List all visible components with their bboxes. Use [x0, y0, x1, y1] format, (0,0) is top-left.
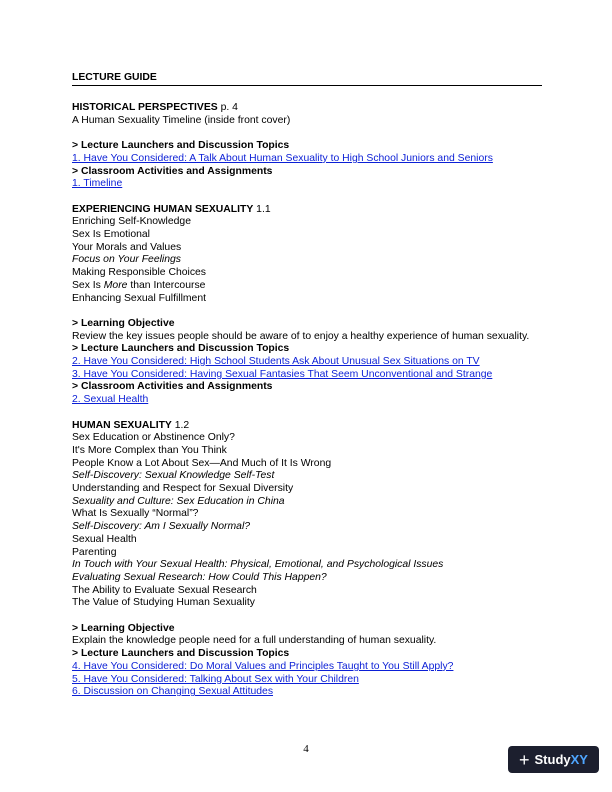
launcher-link-1[interactable]: 1. Have You Considered: A Talk About Human Sexuality to High School Juniors and Seniors: [72, 152, 493, 164]
studyxy-badge[interactable]: [508, 746, 599, 773]
objective-label: > Learning Objective: [72, 317, 175, 329]
activities-label: > Classroom Activities and Assignments: [72, 165, 273, 177]
topic-item: People Know a Lot About Sex—And Much of It Is Wrong: [72, 457, 332, 469]
badge-study-text: Study: [534, 752, 571, 767]
topic-item: The Value of Studying Human Sexuality: [72, 597, 255, 609]
learning-objective: Review the key issues people should be aware of to enjoy a healthy experience of human sexuality.: [72, 330, 530, 342]
topic-item-feature: In Touch with Your Sexual Health: Physical, Emotional, and Psychological Issues: [72, 559, 444, 571]
section-heading-human: HUMAN SEXUALITY 1.2: [72, 419, 190, 431]
page-number: 4: [303, 743, 309, 755]
topic-item-feature: Self-Discovery: Sexual Knowledge Self-Test: [72, 470, 275, 482]
page-title: LECTURE GUIDE: [72, 71, 542, 86]
topic-item: What Is Sexually “Normal”?: [72, 508, 199, 520]
topic-item: Making Responsible Choices: [72, 267, 206, 279]
topic-item: Enriching Self-Knowledge: [72, 216, 191, 228]
topic-item: Understanding and Respect for Sexual Diversity: [72, 483, 294, 495]
activity-link-1[interactable]: 1. Timeline: [72, 178, 123, 190]
launchers-label: > Lecture Launchers and Discussion Topics: [72, 140, 290, 152]
plus-icon: +: [519, 749, 530, 770]
topic-item: The Ability to Evaluate Sexual Research: [72, 584, 257, 596]
topic-item-feature: Evaluating Sexual Research: How Could This Happen?: [72, 571, 327, 583]
launcher-link-6[interactable]: 6. Discussion on Changing Sexual Attitudes: [72, 686, 274, 698]
topic-item: Sex Is Emotional: [72, 229, 150, 240]
section-heading-experiencing: EXPERIENCING HUMAN SEXUALITY 1.1: [72, 203, 271, 215]
topic-item: A Human Sexuality Timeline (inside front cover): [72, 114, 291, 126]
topic-item-feature: Sexuality and Culture: Sex Education in China: [72, 495, 285, 507]
topic-item: Sex Is More than Intercourse: [72, 279, 206, 291]
topic-item: Sex Education or Abstinence Only?: [72, 432, 235, 444]
topic-item: Your Morals and Values: [72, 241, 182, 253]
launcher-link-5[interactable]: 5. Have You Considered: Talking About Sex with Your Children: [72, 673, 359, 685]
badge-xy-text: XY: [570, 752, 588, 767]
topic-item-feature: Focus on Your Feelings: [72, 254, 181, 266]
launcher-link-3[interactable]: 3. Have You Considered: Having Sexual Fantasies That Seem Unconventional and Strange: [72, 368, 493, 380]
activity-link-2[interactable]: 2. Sexual Health: [72, 394, 149, 406]
launcher-link-2[interactable]: 2. Have You Considered: High School Students Ask About Unusual Sex Situations on TV: [72, 356, 480, 368]
topic-item: Enhancing Sexual Fulfillment: [72, 292, 206, 304]
launchers-label: > Lecture Launchers and Discussion Topics: [72, 648, 290, 660]
topic-item: Parenting: [72, 546, 117, 558]
topic-item-feature: Self-Discovery: Am I Sexually Normal?: [72, 521, 251, 533]
launcher-link-4[interactable]: 4. Have You Considered: Do Moral Values and Principles Taught to You Still Apply?: [72, 660, 454, 672]
learning-objective: Explain the knowledge people need for a full understanding of human sexuality.: [72, 635, 437, 647]
section-heading-historical: HISTORICAL PERSPECTIVES p. 4: [72, 102, 238, 113]
objective-label: > Learning Objective: [72, 622, 175, 634]
topic-item: Sexual Health: [72, 533, 137, 545]
lecture-guide-content: [72, 102, 542, 699]
topic-item: It's More Complex than You Think: [72, 444, 227, 456]
activities-label: > Classroom Activities and Assignments: [72, 381, 273, 393]
launchers-label: > Lecture Launchers and Discussion Topics: [72, 343, 290, 355]
